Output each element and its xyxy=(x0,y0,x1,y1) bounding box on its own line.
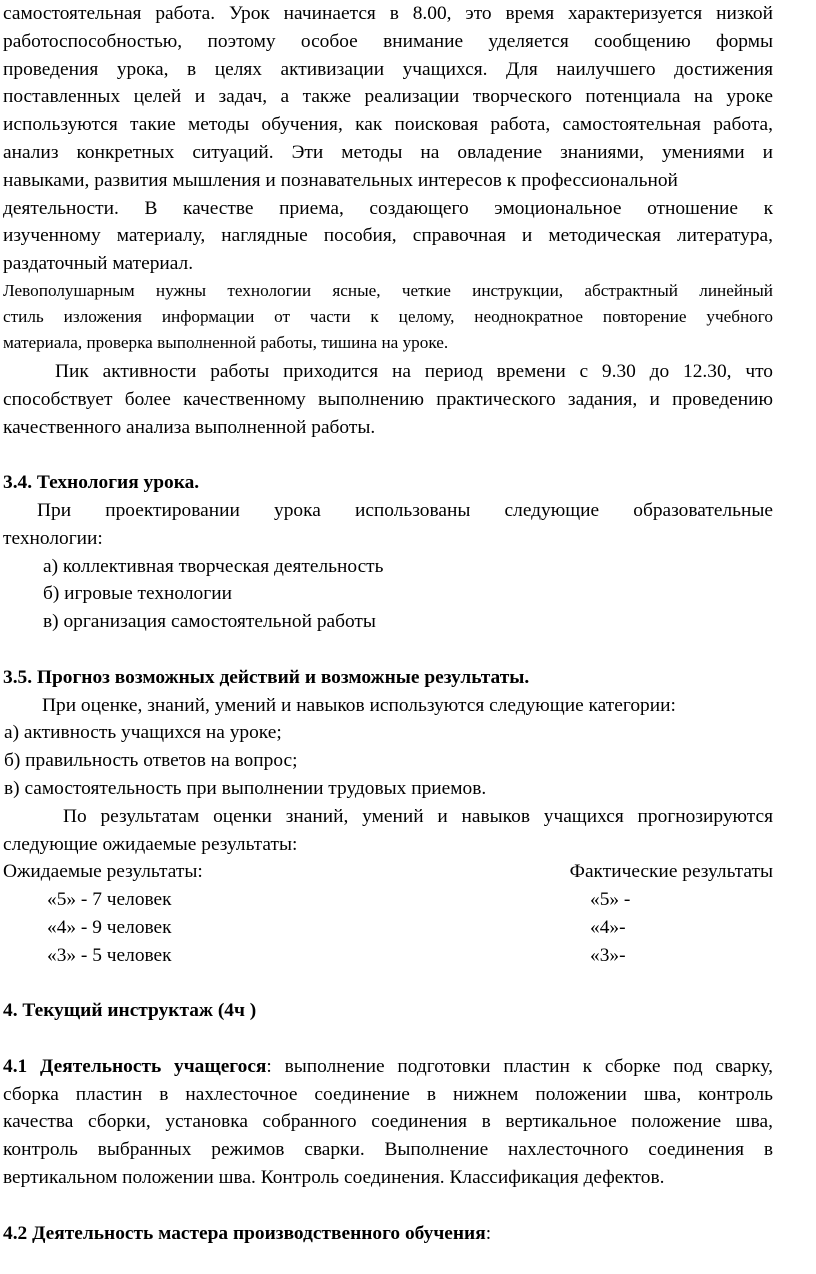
text-line: При проектировании урока использованы следующие образовательные xyxy=(37,499,773,521)
section-heading-4: 4. Текущий инструктаж (4ч ) xyxy=(3,1000,257,1022)
list-item: б) игровые технологии xyxy=(43,583,232,605)
text-line: стиль изложения информации от части к целому, неоднократное повторение учебного xyxy=(3,306,773,326)
text-line: деятельности. В качестве приема, создающего эмоциональное отношение к xyxy=(3,197,773,219)
text-line: технологии: xyxy=(3,527,103,549)
section-heading-4-1: 4.1 Деятельность учащегося xyxy=(3,1055,267,1077)
text-line xyxy=(3,1053,773,1081)
section-3-5-intro: При оценке, знаний, умений и навыков используются следующие категории: xyxy=(42,694,676,716)
paragraph-peak-activity xyxy=(3,358,773,441)
list-item: в) организация самостоятельной работы xyxy=(43,611,376,633)
results-header xyxy=(3,858,773,886)
text-line: По результатам оценки знаний, умений и навыков учащихся прогнозируются xyxy=(63,805,773,827)
expected-value: «3» - 5 человек xyxy=(47,944,172,966)
text-line: проведения урока, в целях активизации учащихся. Для наилучшего достижения xyxy=(3,58,773,80)
text-line: изученному материалу, наглядные пособия, справочная и методическая литература, xyxy=(3,225,773,247)
list-item: а) активность учащихся на уроке; xyxy=(4,722,282,744)
text-line: качественного анализа выполненной работы. xyxy=(3,416,376,438)
section-4-1 xyxy=(3,1053,773,1192)
expected-value: «5» - 7 человек xyxy=(47,889,172,911)
section-heading-3-5: 3.5. Прогноз возможных действий и возможные результаты. xyxy=(3,666,530,688)
text-line: вертикальном положении шва. Контроль соединения. Классификация дефектов. xyxy=(3,1167,665,1189)
text-line: раздаточный материал. xyxy=(3,253,194,275)
text-line: поставленных целей и задач, а также реализации творческого потенциала на уроке xyxy=(3,86,773,108)
text-line: навыками, развития мышления и познавательных интересов к профессиональной xyxy=(3,169,678,191)
text-line: материала, проверка выполненной работы, тишина на уроке. xyxy=(3,332,449,352)
paragraph-methods xyxy=(3,0,773,278)
results-row xyxy=(3,914,773,942)
list-item: б) правильность ответов на вопрос; xyxy=(4,750,298,772)
section-4-2 xyxy=(3,1220,773,1248)
text-line: качества сборки, установка собранного соединения в вертикальное положение шва, xyxy=(3,1111,773,1133)
list-item: а) коллективная творческая деятельность xyxy=(43,555,384,577)
paragraph-left-hemisphere xyxy=(3,278,773,356)
expected-value: «4» - 9 человек xyxy=(47,916,172,938)
text-line: анализ конкретных ситуаций. Эти методы на овладение знаниями, умениями и xyxy=(3,141,773,163)
text-line: Левополушарным нужны технологии ясные, четкие инструкции, абстрактный линейный xyxy=(3,280,773,300)
expected-results-label: Ожидаемые результаты: xyxy=(3,861,203,883)
text-line: следующие ожидаемые результаты: xyxy=(3,833,298,855)
actual-value: «3»- xyxy=(590,944,626,966)
actual-value: «5» - xyxy=(590,889,631,911)
section-heading-3-4: 3.4. Технология урока. xyxy=(3,472,200,494)
text-line: контроль выбранных режимов сварки. Выполнение нахлесточного соединения в xyxy=(3,1139,773,1161)
results-row xyxy=(3,886,773,914)
text-line: работоспособностью, поэтому особое внимание уделяется сообщению формы xyxy=(3,30,773,52)
text-line: используются такие методы обучения, как поисковая работа, самостоятельная работа, xyxy=(3,114,773,136)
actual-results-label: Фактические результаты xyxy=(569,861,773,883)
text-fragment: : xyxy=(485,1222,492,1244)
text-line: самостоятельная работа. Урок начинается в 8.00, это время характеризуется низкой xyxy=(3,3,773,24)
results-row xyxy=(3,942,773,970)
section-3-5-forecast xyxy=(3,803,773,859)
text-line: Пик активности работы приходится на период времени с 9.30 до 12.30, что xyxy=(55,360,773,382)
list-item: в) самостоятельность при выполнении трудовых приемов. xyxy=(4,777,487,799)
text-line: сборка пластин в нахлесточное соединение в нижнем положении шва, контроль xyxy=(3,1083,773,1105)
section-3-4-intro xyxy=(3,497,773,553)
text-line: способствует более качественному выполнению практического задания, и проведению xyxy=(3,388,773,410)
text-fragment: : выполнение подготовки пластин к сборке под сварку, xyxy=(266,1055,773,1077)
actual-value: «4»- xyxy=(590,916,626,938)
section-heading-4-2: 4.2 Деятельность мастера производственного обучения xyxy=(3,1222,486,1244)
